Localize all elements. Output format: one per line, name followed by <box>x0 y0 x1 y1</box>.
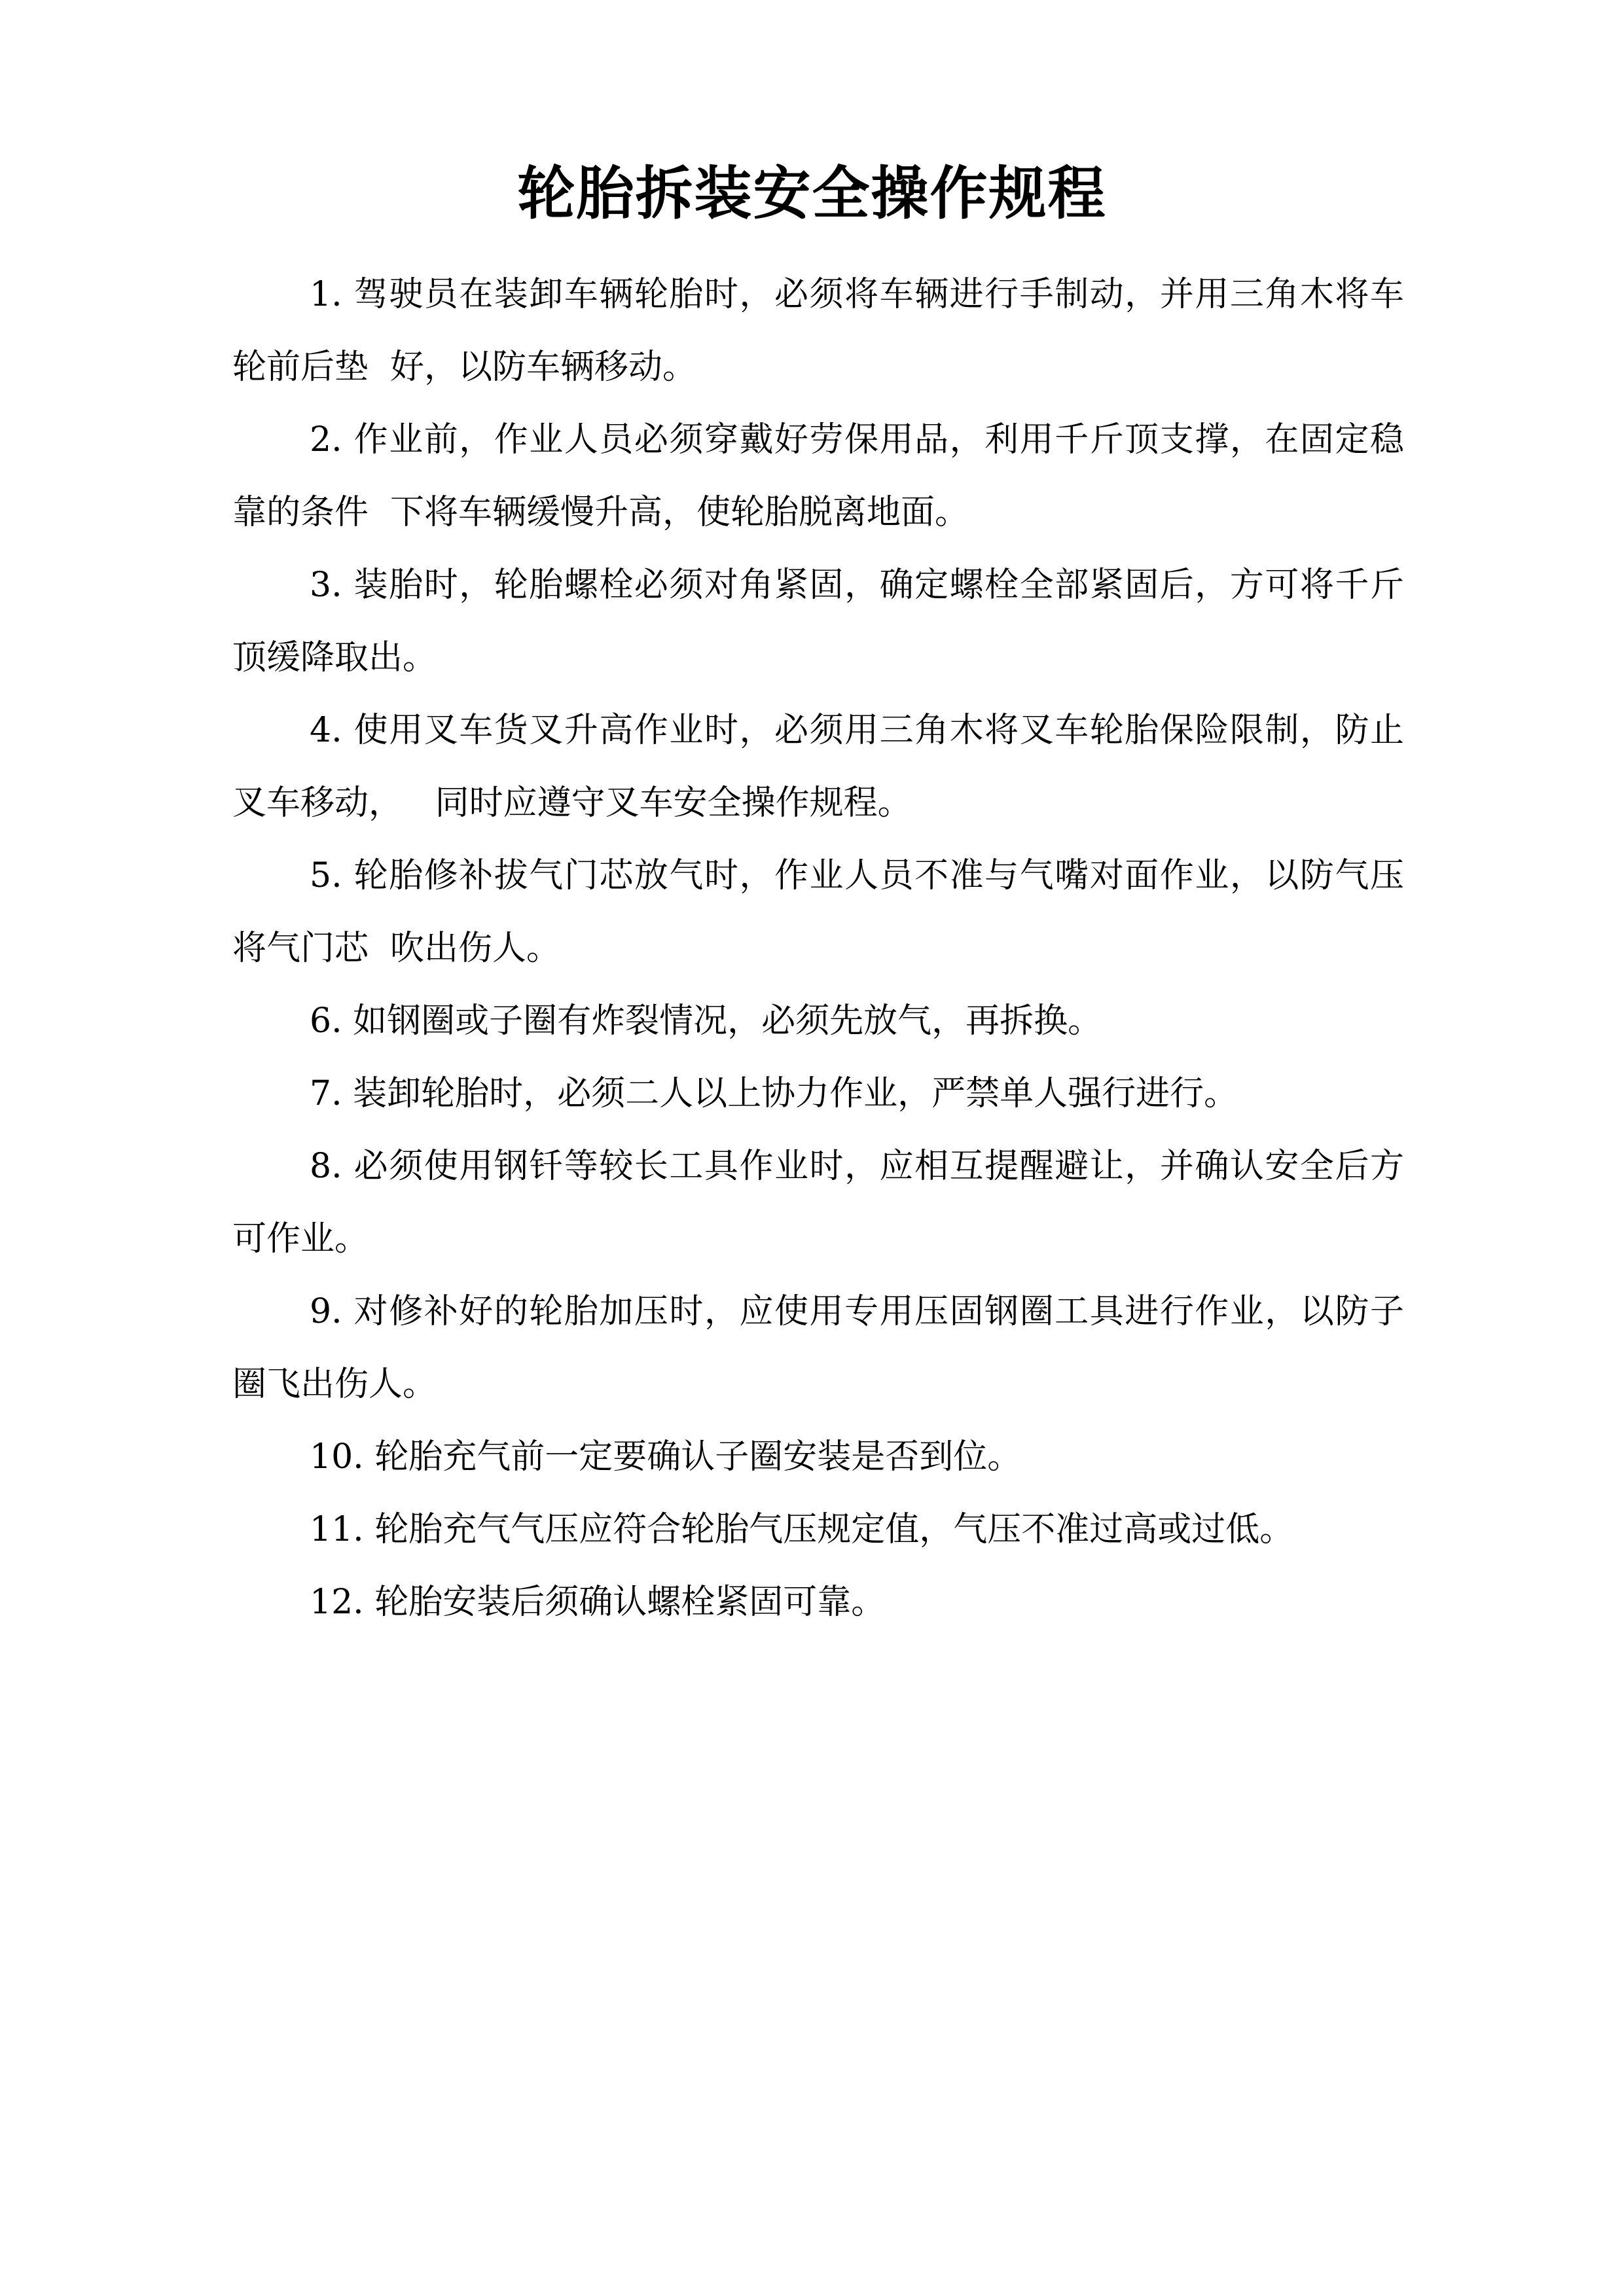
rule-item-9: 9. 对修补好的轮胎加压时，应使用专用压固钢圈工具进行作业，以防子圈飞出伤人。 <box>232 1292 1404 1404</box>
rule-item-11: 11. 轮胎充气气压应符合轮胎气压规定值，气压不准过高或过低。 <box>310 1510 1294 1549</box>
document-title: 轮胎拆装安全操作规程 <box>517 159 1107 227</box>
rule-item-1: 1. 驾驶员在装卸车辆轮胎时，必须将车辆进行手制动，并用三角木将车轮前后垫 好，以防车辆移动。 <box>232 275 1404 387</box>
document-body <box>232 259 1404 1639</box>
rule-item-10: 10. 轮胎充气前一定要确认子圈安装是否到位。 <box>310 1437 1022 1477</box>
rule-item-2: 2. 作业前，作业人员必须穿戴好劳保用品，利用千斤顶支撑，在固定稳靠的条件 下将车辆缓慢升高，使轮胎脱离地面。 <box>232 420 1404 532</box>
rule-item-6: 6. 如钢圈或子圈有炸裂情况，必须先放气，再拆换。 <box>310 1001 1102 1041</box>
rule-item-5: 5. 轮胎修补拔气门芯放气时，作业人员不准与气嘴对面作业，以防气压将气门芯 吹出伤人。 <box>232 856 1404 968</box>
rule-item-4: 4. 使用叉车货叉升高作业时，必须用三角木将叉车轮胎保险限制，防止叉车移动， 同时应遵守叉车安全操作规程。 <box>232 711 1404 823</box>
rule-item-3: 3. 装胎时，轮胎螺栓必须对角紧固，确定螺栓全部紧固后，方可将千斤顶缓降取出。 <box>232 565 1404 677</box>
rule-item-8: 8. 必须使用钢钎等较长工具作业时，应相互提醒避让，并确认安全后方可作业。 <box>232 1147 1404 1259</box>
rule-item-7: 7. 装卸轮胎时，必须二人以上协力作业，严禁单人强行进行。 <box>310 1074 1238 1113</box>
rule-item-12: 12. 轮胎安装后须确认螺栓紧固可靠。 <box>310 1583 886 1622</box>
